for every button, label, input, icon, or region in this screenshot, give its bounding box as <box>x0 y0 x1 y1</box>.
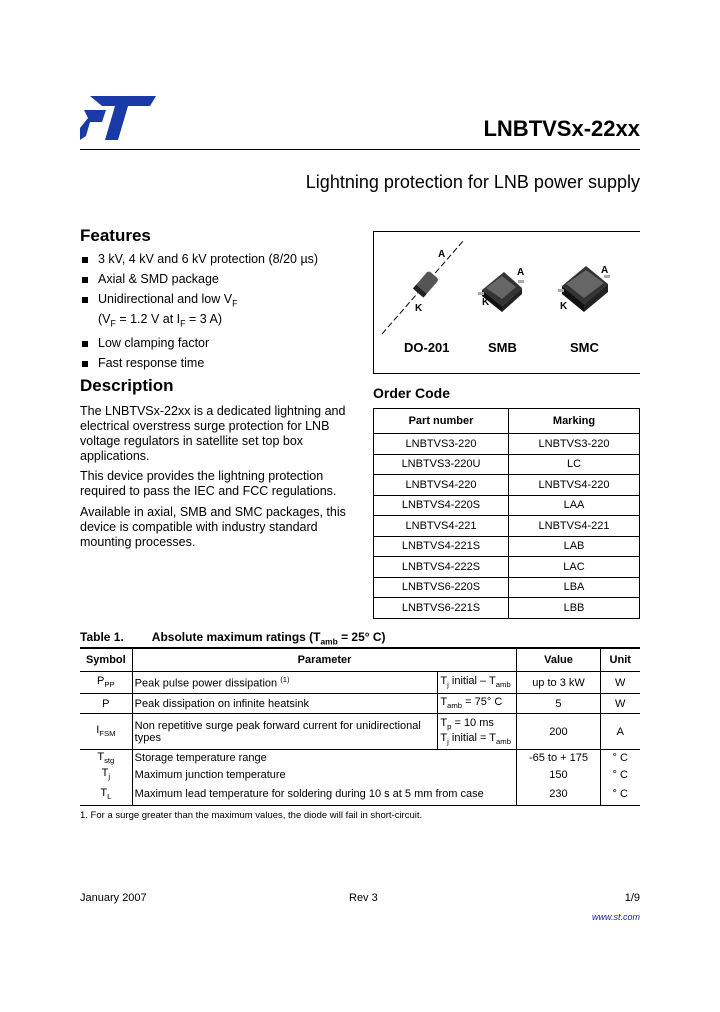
footer-page-number: 1/9 <box>624 892 640 904</box>
table-row <box>374 516 640 537</box>
marking: LBA <box>509 577 640 598</box>
marking: LNBTVS4-220 <box>509 475 640 496</box>
st-logo <box>80 96 156 140</box>
footer-date: January 2007 <box>80 892 147 904</box>
bullet-icon <box>82 341 88 347</box>
symbol-cell: P <box>80 694 132 714</box>
bullet-icon <box>82 277 88 283</box>
unit-cell: W <box>600 694 640 714</box>
condition-cell: $T_j$ initial – $T_{amb}$ <box>438 672 517 694</box>
pin-k-label: K <box>415 303 423 314</box>
symbol-cell: $P_{PP}$ <box>80 672 132 694</box>
package-name: SMB <box>488 340 517 355</box>
table-row <box>374 475 640 496</box>
parameter-cell: Peak dissipation on infinite heatsink <box>132 694 438 714</box>
feature-item: Fast response time <box>80 356 350 371</box>
features-heading: Features <box>80 226 151 245</box>
part-number: LNBTVS6-221S <box>374 598 509 619</box>
symbol-cell: $T_j$ <box>80 766 132 784</box>
unit-cell: ° C <box>600 784 640 806</box>
value-cell: 150 <box>517 766 600 784</box>
unit-cell: ° C <box>600 750 640 766</box>
parameter-cell: Non repetitive surge peak forward current for unidirectional types <box>132 714 438 750</box>
symbol-cell: $T_L$ <box>80 784 132 806</box>
order-code-heading: Order Code <box>373 385 451 401</box>
table-header-row <box>80 648 640 672</box>
order-code-table <box>373 408 640 619</box>
parameter-cell: Peak pulse power dissipation $^{(1)}$ <box>132 672 438 694</box>
pin-k-label: K <box>560 301 568 312</box>
bullet-icon <box>82 257 88 263</box>
unit-cell: A <box>600 714 640 750</box>
part-number: LNBTVS3-220 <box>374 434 509 455</box>
document-subtitle: Lightning protection for LNB power supply <box>305 172 640 192</box>
footnote: 1. For a surge greater than the maximum values, the diode will fail in short-circuit. <box>80 810 423 821</box>
marking: LAA <box>509 495 640 516</box>
package-figure <box>373 231 640 374</box>
description-paragraph: Available in axial, SMB and SMC packages, this device is compatible with industry standard mounting processes. <box>80 505 346 549</box>
table-row <box>80 750 640 766</box>
column-header: Value <box>517 648 600 672</box>
ratings-table <box>80 647 640 806</box>
table-row <box>374 495 640 516</box>
bullet-icon <box>82 361 88 367</box>
table-row <box>374 454 640 475</box>
table-row <box>80 694 640 714</box>
table-row <box>374 598 640 619</box>
marking: LC <box>509 454 640 475</box>
part-number: LNBTVS4-220S <box>374 495 509 516</box>
features-list <box>80 252 350 376</box>
parameter-cell: Maximum lead temperature for soldering during 10 s at 5 mm from case <box>132 784 517 806</box>
feature-item: 3 kV, 4 kV and 6 kV protection (8/20 µs) <box>80 252 350 267</box>
table-row <box>80 714 640 750</box>
condition-cell: $T_{amb} = 75^\circ$ C <box>438 694 517 714</box>
table-caption: Table 1. Absolute maximum ratings ($T_{amb} = 25^\circ$ C) <box>80 630 386 647</box>
description-heading: Description <box>80 376 174 395</box>
marking: LNBTVS4-221 <box>509 516 640 537</box>
column-header: Part number <box>374 409 509 434</box>
value-cell: -65 to + 175 <box>517 750 600 766</box>
package-name: DO-201 <box>404 340 450 355</box>
package-name: SMC <box>570 340 599 355</box>
part-number: LNBTVS4-221S <box>374 536 509 557</box>
part-number: LNBTVS4-220 <box>374 475 509 496</box>
value-cell: 5 <box>517 694 600 714</box>
pin-k-label: K <box>482 297 490 308</box>
marking: LNBTVS3-220 <box>509 434 640 455</box>
header-divider <box>80 149 640 150</box>
table-row <box>80 766 640 784</box>
marking: LBB <box>509 598 640 619</box>
document-title: LNBTVSx-22xx <box>483 116 640 141</box>
marking: LAB <box>509 536 640 557</box>
part-number: LNBTVS3-220U <box>374 454 509 475</box>
column-header: Unit <box>600 648 640 672</box>
value-cell: up to 3 kW <box>517 672 600 694</box>
table-row <box>374 577 640 598</box>
value-cell: 230 <box>517 784 600 806</box>
unit-cell: W <box>600 672 640 694</box>
bullet-icon <box>82 297 88 303</box>
condition-cell: $T_p = 10$ ms $T_j$ initial = $T_{amb}$ <box>438 714 517 750</box>
part-number: LNBTVS4-221 <box>374 516 509 537</box>
parameter-cell: Storage temperature range <box>132 750 517 766</box>
marking: LAC <box>509 557 640 578</box>
column-header: Marking <box>509 409 640 434</box>
column-header: Parameter <box>132 648 517 672</box>
pin-a-label: A <box>438 249 446 260</box>
feature-item: Unidirectional and low $V_F$ ($V_F = 1.2$ V at $I_F = 3$ A) <box>80 292 350 331</box>
table-row <box>374 434 640 455</box>
footer-url-link[interactable]: www.st.com <box>591 912 640 922</box>
table-row <box>374 536 640 557</box>
description-paragraph: This device provides the lightning protection required to pass the IEC and FCC regulations. <box>80 469 337 498</box>
table-row <box>374 557 640 578</box>
description-paragraph: The LNBTVSx-22xx is a dedicated lightning and electrical overstress surge protection for LNB voltage regulators in satellite set top box applications. <box>80 404 346 463</box>
pin-a-label: A <box>601 265 609 276</box>
unit-cell: ° C <box>600 766 640 784</box>
symbol-cell: $I_{FSM}$ <box>80 714 132 750</box>
table-row <box>80 672 640 694</box>
part-number: LNBTVS4-222S <box>374 557 509 578</box>
table-row <box>80 784 640 806</box>
feature-item: Low clamping factor <box>80 336 350 351</box>
pin-a-label: A <box>517 267 525 278</box>
footer-revision: Rev 3 <box>349 892 378 904</box>
feature-item: Axial & SMD package <box>80 272 350 287</box>
parameter-cell: Maximum junction temperature <box>132 766 517 784</box>
value-cell: 200 <box>517 714 600 750</box>
column-header: Symbol <box>80 648 132 672</box>
do201-body <box>413 270 439 297</box>
part-number: LNBTVS6-220S <box>374 577 509 598</box>
table-header-row <box>374 409 640 434</box>
symbol-cell: $T_{stg}$ <box>80 750 132 766</box>
